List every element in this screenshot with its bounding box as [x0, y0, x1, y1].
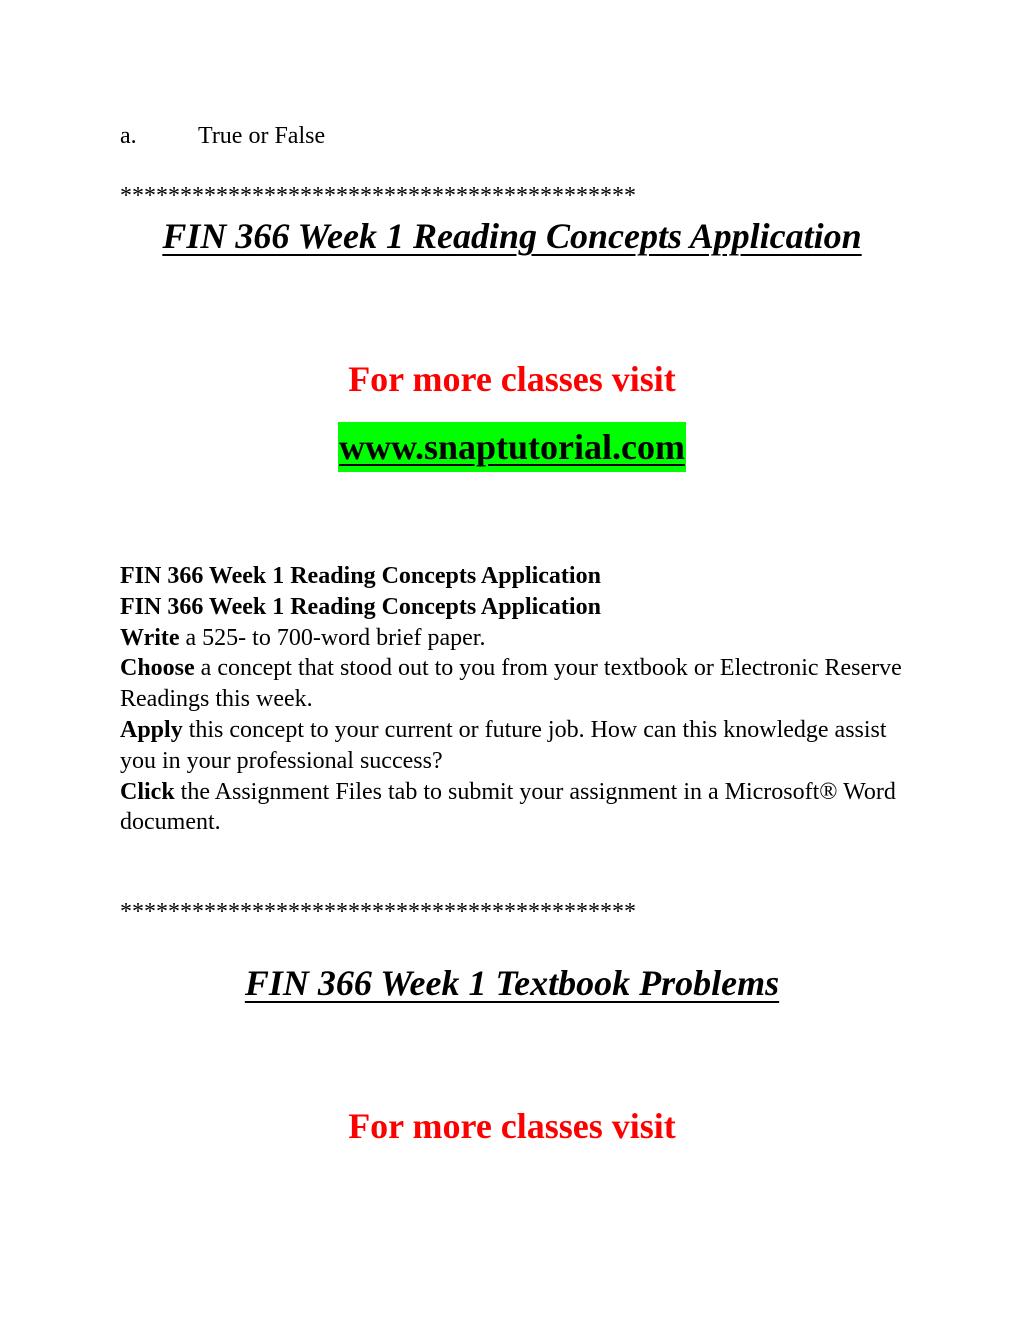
description-block: [120, 561, 920, 838]
apply-text: this concept to your current or future job. How can this knowledge assist you in your professional success?: [120, 716, 887, 774]
section1-link-wrap: [0, 422, 1024, 472]
description-title-1: FIN 366 Week 1 Reading Concepts Application: [120, 563, 601, 589]
list-marker: a.: [120, 123, 137, 149]
write-text: a 525- to 700-word brief paper.: [179, 624, 486, 651]
section2-visit-text: For more classes visit: [348, 1106, 676, 1146]
choose-text: a concept that stood out to you from your textbook or Electronic Reserve Readings this week.: [120, 655, 902, 713]
apply-label: Apply: [120, 716, 183, 743]
click-label: Click: [120, 778, 175, 805]
write-instruction: [120, 623, 920, 654]
list-item: [120, 118, 325, 154]
choose-label: Choose: [120, 655, 195, 682]
write-label: Write: [120, 624, 180, 651]
description-title-2: FIN 366 Week 1 Reading Concepts Application: [120, 593, 601, 620]
separator-mid: *******************************************: [120, 899, 636, 925]
apply-instruction: [120, 715, 920, 777]
click-text: the Assignment Files tab to submit your assignment in a Microsoft® Word document.: [120, 778, 896, 836]
list-item-text: True or False: [198, 123, 326, 149]
click-instruction: [120, 777, 920, 839]
snaptutorial-link[interactable]: www.snaptutorial.com: [338, 422, 686, 472]
section1-visit-text: For more classes visit: [348, 359, 676, 399]
separator-top: *******************************************: [120, 183, 636, 209]
section2-heading: FIN 366 Week 1 Textbook Problems: [244, 963, 780, 1003]
section1-heading: FIN 366 Week 1 Reading Concepts Application: [162, 216, 862, 256]
choose-instruction: [120, 653, 920, 715]
